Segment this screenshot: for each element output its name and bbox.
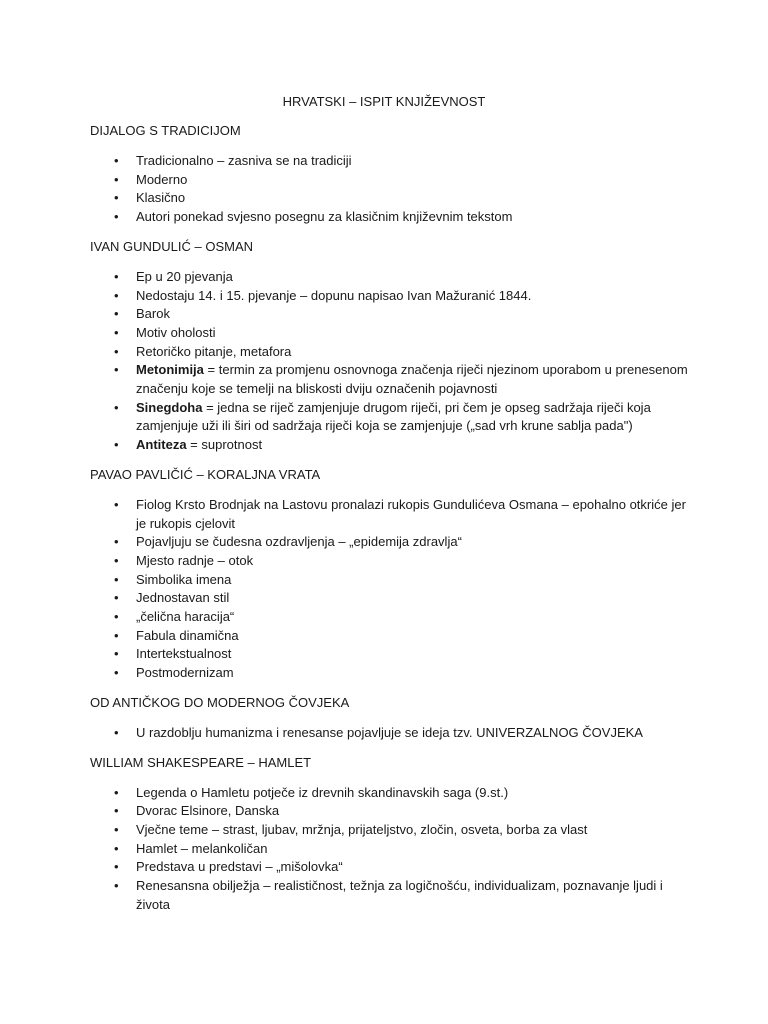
list-item	[90, 589, 690, 608]
list-item	[90, 664, 690, 683]
item-text: Renesansna obilježja – realističnost, težnja za logičnošću, individualizam, poznavanje ljudi i života	[136, 878, 663, 912]
item-text: Jednostavan stil	[136, 590, 230, 606]
list-item	[90, 858, 690, 877]
bullet-list	[90, 784, 690, 915]
item-text: Moderno	[136, 171, 188, 187]
item-text: Pojavljuju se čudesna ozdravljenja – „epidemija zdravlja“	[136, 534, 462, 550]
section-heading: OD ANTIČKOG DO MODERNOG ČOVJEKA	[90, 694, 350, 710]
item-text: Autori ponekad svjesno posegnu za klasičnim književnim tekstom	[136, 209, 513, 225]
item-text: = jedna se riječ zamjenjuje drugom riječi, pri čem je opseg sadržaja riječi koja zamjenjuje uži ili širi od sadržaja riječi koja se zamjenjuje („sad vrh krune sablja pada")	[136, 399, 651, 434]
item-text: U razdoblju humanizma i renesanse pojavljuje se ideja tzv. UNIVERZALNOG ČOVJEKA	[136, 724, 643, 740]
item-text: „čelična haracija“	[136, 609, 235, 625]
item-text: Fiolog Krsto Brodnjak na Lastovu pronalazi rukopis Gundulićeva Osmana – epohalno otkriće jer je rukopis cjelovit	[136, 496, 686, 531]
item-text: Mjesto radnje – otok	[136, 552, 254, 568]
section-heading: IVAN GUNDULIĆ – OSMAN	[90, 238, 254, 254]
list-item	[90, 189, 690, 208]
list-item	[90, 802, 690, 821]
list-item	[90, 627, 690, 646]
list-item	[90, 361, 690, 398]
item-text: Tradicionalno – zasniva se na tradiciji	[136, 153, 352, 168]
item-text: = suprotnost	[186, 437, 263, 453]
bullet-list	[90, 152, 690, 227]
list-item	[90, 784, 690, 803]
list-item	[90, 324, 690, 343]
list-item	[90, 724, 690, 743]
list-item	[90, 552, 690, 571]
item-text: Motiv oholosti	[136, 324, 216, 340]
list-item	[90, 268, 690, 287]
list-item	[90, 287, 690, 306]
item-text: Hamlet – melankoličan	[136, 840, 268, 856]
section-heading: DIJALOG S TRADICIJOM	[90, 123, 241, 138]
list-item	[90, 399, 690, 436]
item-text: Postmodernizam	[136, 665, 234, 681]
document-title: HRVATSKI – ISPIT KNJIŽEVNOST	[282, 94, 486, 109]
item-text: Retoričko pitanje, metafora	[136, 343, 292, 359]
list-item	[90, 343, 690, 362]
list-item	[90, 645, 690, 664]
list-item	[90, 208, 690, 227]
list-item	[90, 821, 690, 840]
term-label: Antiteza	[136, 437, 187, 453]
list-item	[90, 840, 690, 859]
item-text: Legenda o Hamletu potječe iz drevnih skandinavskih saga (9.st.)	[136, 784, 509, 800]
bullet-list	[90, 496, 690, 683]
term-label: Metonimija	[136, 362, 204, 378]
item-text: Ep u 20 pjevanja	[136, 268, 233, 284]
item-text: Predstava u predstavi – „mišolovka“	[136, 859, 343, 875]
item-text: Simbolika imena	[136, 571, 232, 587]
section-heading: PAVAO PAVLIČIĆ – KORALJNA VRATA	[90, 466, 321, 482]
list-item	[90, 608, 690, 627]
list-item	[90, 436, 690, 455]
bullet-list	[90, 724, 690, 743]
item-text: = termin za promjenu osnovnoga značenja riječi njezinom uporabom u prenesenom značenju koje se temelji na bliskosti dviju označenih pojavnosti	[136, 362, 688, 397]
list-item	[90, 305, 690, 324]
list-item	[90, 877, 690, 914]
item-text: Nedostaju 14. i 15. pjevanje – dopunu napisao Ivan Mažuranić 1844.	[136, 287, 532, 303]
section-heading: WILLIAM SHAKESPEARE – HAMLET	[90, 754, 312, 770]
term-label: Sinegdoha	[136, 399, 203, 415]
item-text: Intertekstualnost	[136, 646, 232, 662]
item-text: Barok	[136, 306, 170, 322]
bullet-list	[90, 268, 690, 455]
item-text: Vječne teme – strast, ljubav, mržnja, prijateljstvo, zločin, osveta, borba za vlast	[136, 821, 588, 837]
item-text: Klasično	[136, 190, 186, 206]
list-item	[90, 496, 690, 533]
list-item	[90, 533, 690, 552]
list-item	[90, 571, 690, 590]
item-text: Fabula dinamična	[136, 627, 239, 643]
item-text: Dvorac Elsinore, Danska	[136, 803, 280, 819]
document-body	[90, 122, 690, 926]
list-item	[90, 171, 690, 190]
list-item	[90, 152, 690, 171]
